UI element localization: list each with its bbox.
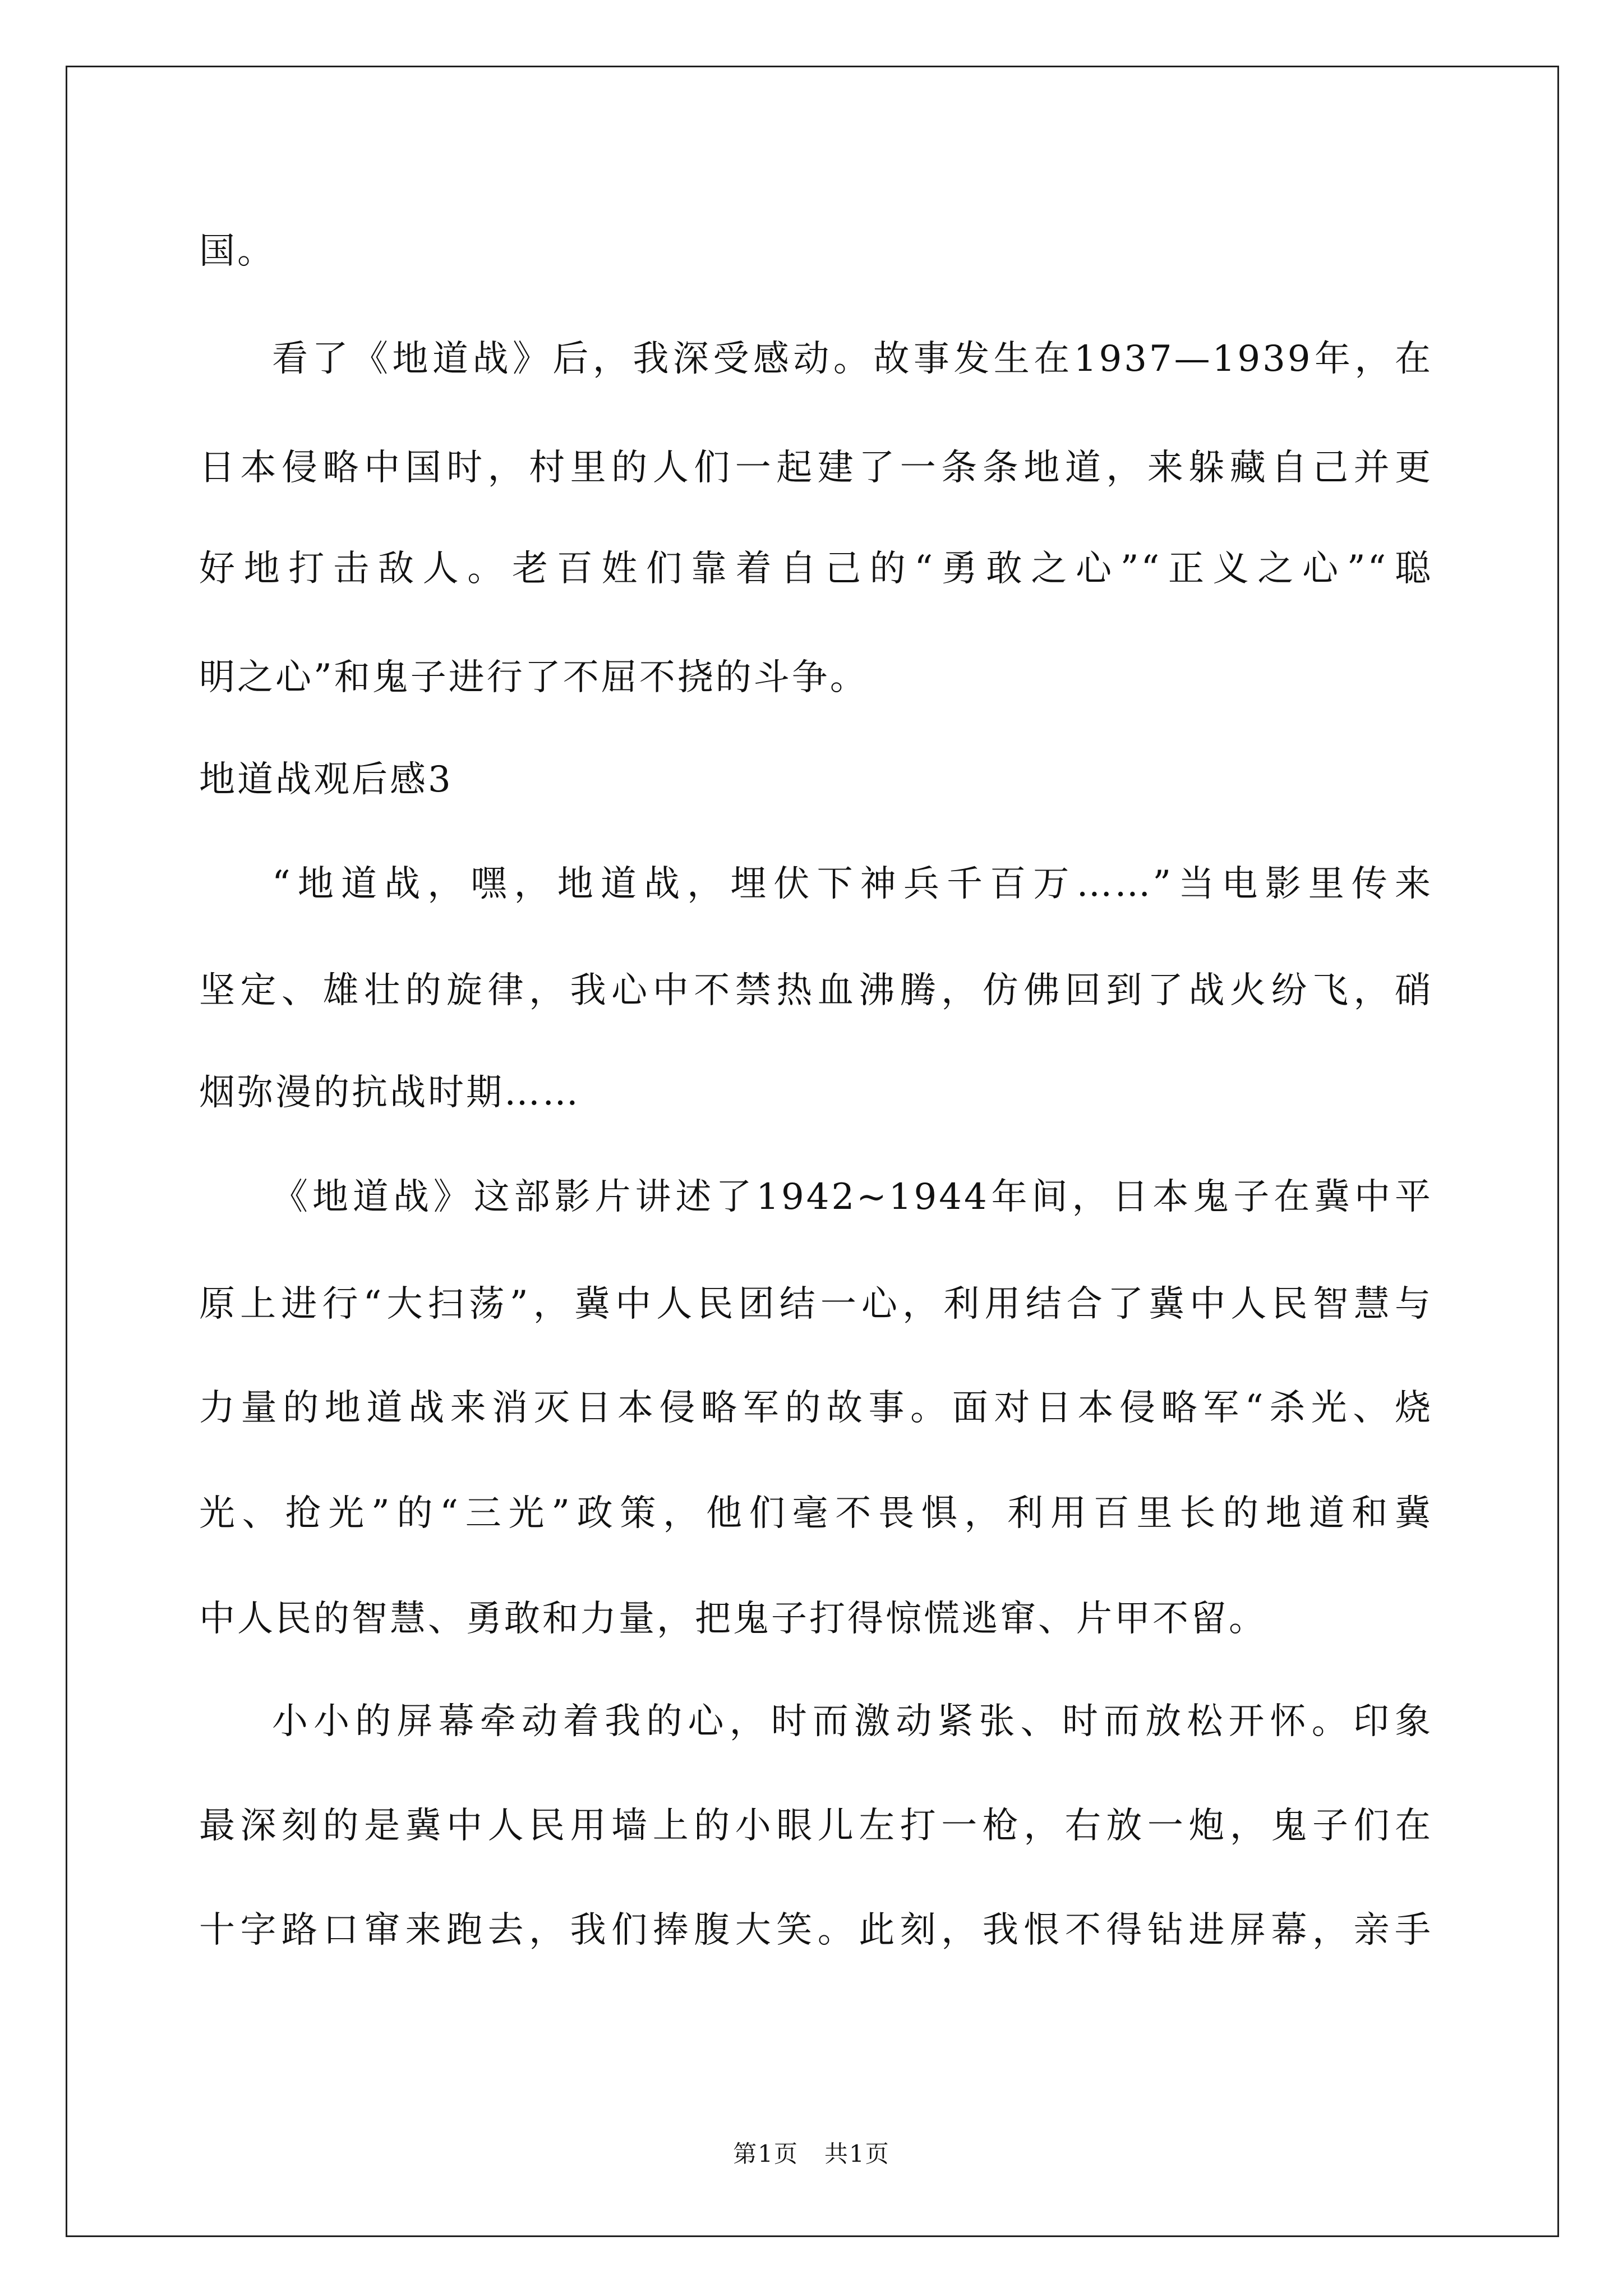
text-line: 国。 xyxy=(199,231,275,272)
text-line: 明之心”和鬼子进行了不屈不挠的斗争。 xyxy=(199,657,868,698)
text-line: 小小的屏幕牵动着我的心，时而激动紧张、时而放松开怀。印象 xyxy=(272,1701,1433,1742)
text-line: 《地道战》这部影片讲述了1942~1944年间，日本鬼子在冀中平 xyxy=(272,1176,1433,1218)
text-line: 原上进行“大扫荡”，冀中人民团结一心，利用结合了冀中人民智慧与 xyxy=(199,1283,1433,1325)
text-line: 烟弥漫的抗战时期…… xyxy=(199,1072,580,1114)
page-number-footer: 第1页 共1页 xyxy=(733,2140,890,2168)
text-line: 坚定、雄壮的旋律，我心中不禁热血沸腾，仿佛回到了战火纷飞，硝 xyxy=(199,970,1433,1011)
text-line: 看了《地道战》后，我深受感动。故事发生在1937—1939年，在 xyxy=(272,338,1433,380)
text-line: 日本侵略中国时，村里的人们一起建了一条条地道，来躲藏自己并更 xyxy=(199,447,1433,489)
text-line: 最深刻的是冀中人民用墙上的小眼儿左打一枪，右放一炮，鬼子们在 xyxy=(199,1805,1433,1847)
text-line: 十字路口窜来跑去，我们捧腹大笑。此刻，我恨不得钻进屏幕，亲手 xyxy=(199,1910,1433,1951)
text-line: “地道战，嘿，地道战，埋伏下神兵千百万……”当电影里传来 xyxy=(272,863,1433,905)
section-heading: 地道战观后感3 xyxy=(199,759,453,800)
text-line: 中人民的智慧、勇敢和力量，把鬼子打得惊慌逃窜、片甲不留。 xyxy=(199,1598,1267,1640)
text-line: 光、抢光”的“三光”政策，他们毫不畏惧，利用百里长的地道和冀 xyxy=(199,1493,1433,1534)
text-line: 好地打击敌人。老百姓们靠着自己的“勇敢之心”“正义之心”“聪 xyxy=(199,548,1433,590)
text-line: 力量的地道战来消灭日本侵略军的故事。面对日本侵略军“杀光、烧 xyxy=(199,1387,1433,1429)
